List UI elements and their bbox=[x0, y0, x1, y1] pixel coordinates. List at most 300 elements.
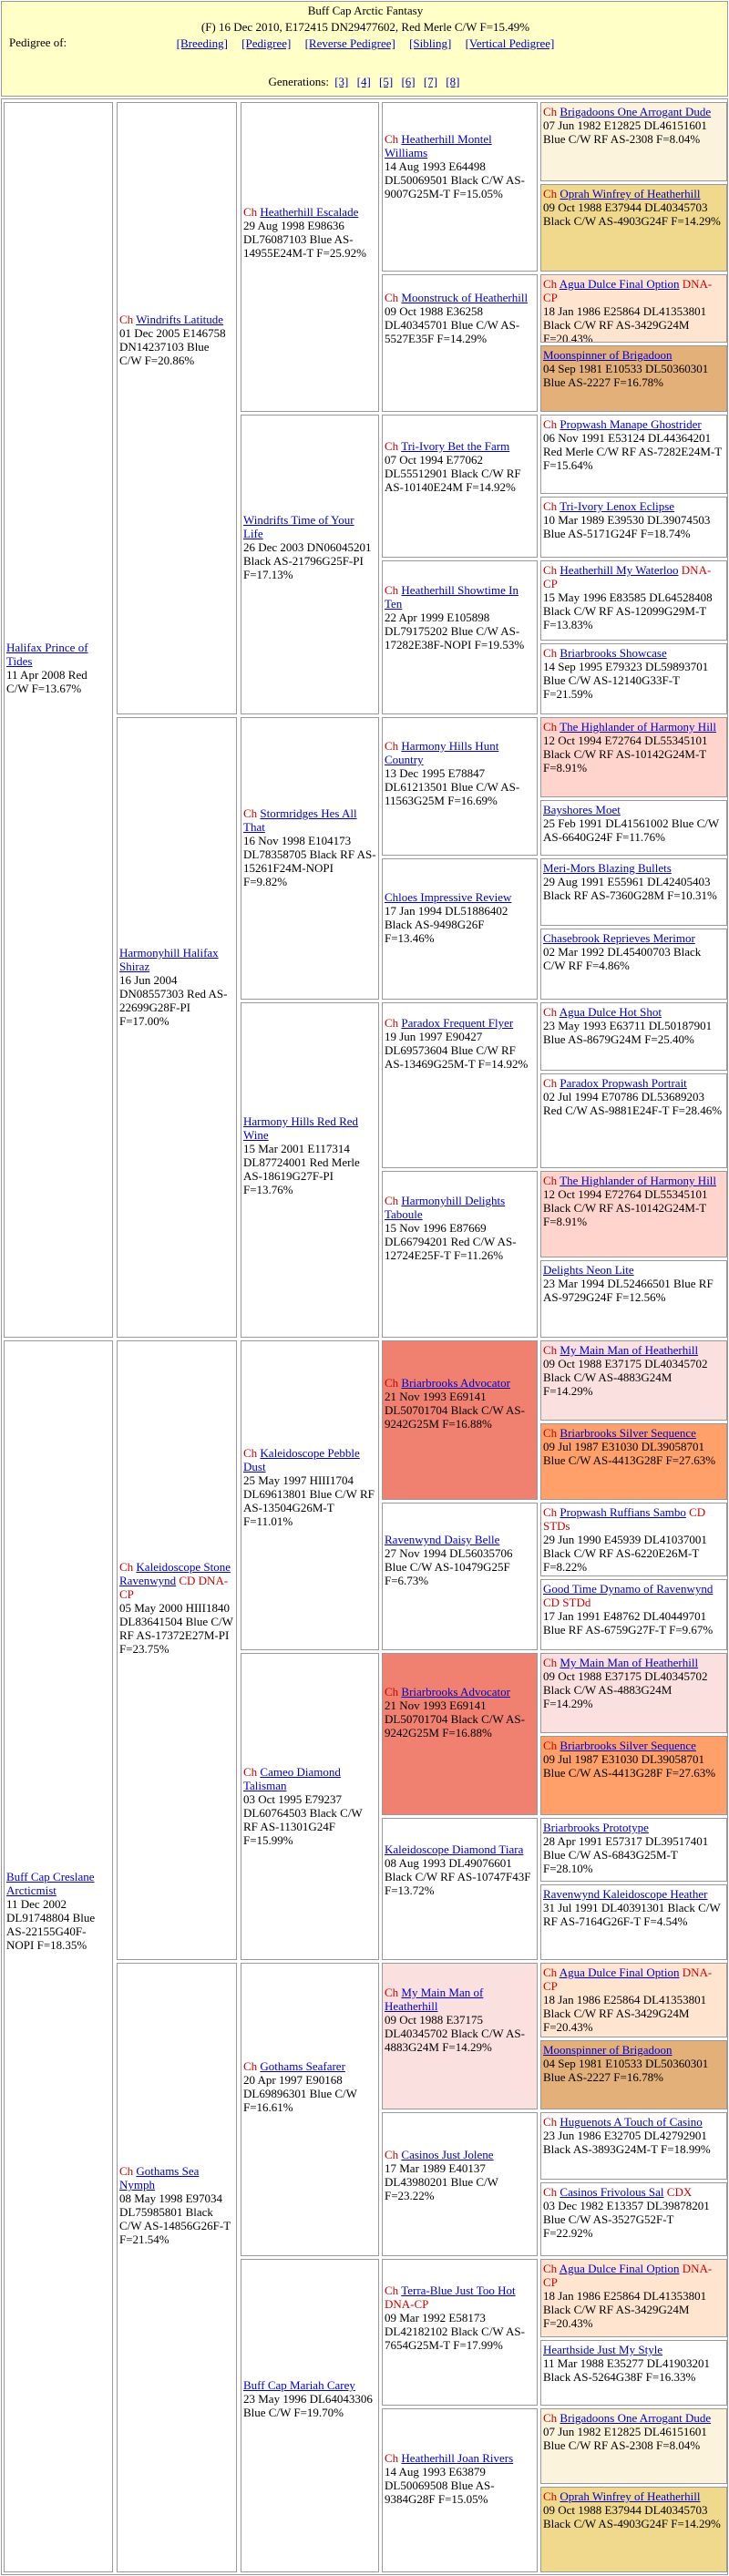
pedigree-cell bbox=[540, 1002, 727, 1071]
title-suffix: CDX bbox=[666, 2185, 693, 2199]
dog-name-link[interactable]: My Main Man of Heatherhill bbox=[560, 1656, 699, 1669]
dog-name-link[interactable]: Heatherhill Joan Rivers bbox=[401, 2451, 514, 2465]
dog-entry bbox=[543, 1076, 724, 1117]
pedigree-cell bbox=[117, 1963, 237, 2572]
dog-name-link[interactable]: Windrifts Time of Your Life bbox=[243, 513, 354, 540]
dog-details: 09 Oct 1988 E37175 DL40345702 Black C/W AS-4883G24M F=14.29% bbox=[543, 1357, 708, 1398]
dog-entry bbox=[543, 1965, 724, 2034]
pedigree-cell bbox=[117, 102, 237, 714]
pedigree-cell bbox=[540, 1503, 727, 1576]
dog-name-link[interactable]: Ravenwynd Daisy Belle bbox=[385, 1533, 500, 1546]
champion-title: Ch bbox=[385, 2451, 399, 2465]
champion-title: Ch bbox=[543, 2185, 558, 2199]
pedigree-cell-dam bbox=[4, 1340, 113, 2572]
dog-name-link[interactable]: Windrifts Latitude bbox=[136, 313, 224, 326]
champion-title: Ch bbox=[385, 132, 399, 146]
champion-title: Ch bbox=[543, 417, 558, 431]
dog-name-link[interactable]: Meri-Mors Blazing Bullets bbox=[543, 861, 672, 875]
dog-details: 09 Oct 1988 E37944 DL40345703 Black C/W AS-4903G24F F=14.29% bbox=[543, 200, 721, 228]
dog-details: 18 Jan 1986 E25864 DL41353801 Black C/W RF AS-3429G24M F=20.43% bbox=[543, 304, 707, 343]
generation-4-link[interactable]: [4] bbox=[356, 75, 371, 88]
dog-details: 14 Aug 1993 E64498 DL50069501 Black C/W AS-9007G25M-T F=15.05% bbox=[385, 159, 525, 200]
pedigree-cell bbox=[540, 717, 727, 797]
generation-8-link[interactable]: [8] bbox=[446, 75, 460, 88]
dog-name-link[interactable]: My Main Man of Heatherhill bbox=[560, 1343, 699, 1357]
dog-name-link[interactable]: Ravenwynd Kaleidoscope Heather bbox=[543, 1887, 708, 1901]
pedigree-cell bbox=[540, 1818, 727, 1882]
dog-entry bbox=[385, 2148, 535, 2202]
dog-entry bbox=[243, 806, 376, 888]
pedigree-cell bbox=[117, 1340, 237, 1960]
champion-title: Ch bbox=[119, 1560, 134, 1574]
dog-details: 10 Mar 1989 E39530 DL39074503 Blue AS-5171G24F F=18.74% bbox=[543, 513, 711, 540]
dog-summary: (F) 16 Dec 2010, E172415 DN29477602, Red Merle C/W F=15.49% bbox=[200, 20, 530, 34]
dog-details: 17 Jan 1994 DL51886402 Black AS-9498G26F F=13.46% bbox=[385, 904, 508, 945]
pedigree-cell bbox=[540, 1579, 727, 1650]
dog-name-link[interactable]: Briarbrooks Advocator bbox=[401, 1685, 510, 1699]
dog-name-link[interactable]: Paradox Frequent Flyer bbox=[401, 1016, 514, 1030]
dog-details: 16 Jun 2004 DN08557303 Red AS-22699G28F-PI F=17.00% bbox=[119, 973, 228, 1028]
dog-name-link[interactable]: Paradox Propwash Portrait bbox=[560, 1076, 687, 1090]
dog-name-link[interactable]: Halifax Prince of Tides bbox=[6, 641, 88, 668]
dog-name-link[interactable]: Briarbrooks Silver Sequence bbox=[560, 1426, 696, 1440]
dog-name-link[interactable]: Moonspinner of Brigadoon bbox=[543, 348, 673, 362]
champion-title: Ch bbox=[543, 187, 558, 200]
dog-entry bbox=[385, 1533, 535, 1587]
pedigree-cell bbox=[241, 415, 379, 714]
pedigree-cell bbox=[540, 1736, 727, 1815]
dog-details: 06 Nov 1991 E53124 DL44364201 Red Merle C/W RF AS-7282E24M-T F=15.64% bbox=[543, 431, 722, 472]
pedigree-cell bbox=[382, 1818, 538, 1960]
dog-details: 01 Dec 2005 E146758 DN14237103 Blue C/W F=20.86% bbox=[119, 326, 226, 367]
pedigree-cell bbox=[382, 274, 538, 412]
dog-details: 18 Jan 1986 E25864 DL41353801 Black C/W RF AS-3429G24M F=20.43% bbox=[543, 2289, 707, 2330]
dog-entry bbox=[543, 1656, 724, 1710]
dog-details: 04 Sep 1981 E10533 DL50360301 Blue AS-2227 F=16.78% bbox=[543, 2057, 709, 2084]
dog-entry bbox=[543, 646, 724, 701]
dog-name-link[interactable]: Agua Dulce Final Option bbox=[559, 277, 680, 291]
dog-name-link[interactable]: Chloes Impressive Review bbox=[385, 890, 512, 904]
dog-name-link[interactable]: Agua Dulce Final Option bbox=[559, 2262, 680, 2275]
dog-details: 03 Dec 1982 E13357 DL39878201 Blue C/W AS-3527G52F-T F=22.92% bbox=[543, 2199, 710, 2240]
dog-entry bbox=[543, 105, 724, 146]
dog-details: 15 Nov 1996 E87669 DL66794201 Red C/W AS-12724E25F-T F=11.26% bbox=[385, 1221, 517, 1262]
generation-6-link[interactable]: [6] bbox=[401, 75, 416, 88]
pedigree-header bbox=[1, 1, 728, 97]
generation-5-link[interactable]: [5] bbox=[379, 75, 394, 88]
champion-title: Ch bbox=[385, 1016, 399, 1030]
dog-details: 23 May 1996 DL64043306 Blue C/W F=19.70% bbox=[243, 2392, 373, 2419]
champion-title: Ch bbox=[543, 720, 558, 734]
dog-entry bbox=[119, 2164, 234, 2246]
champion-title: Ch bbox=[385, 739, 399, 753]
dog-name-link[interactable]: Stormridges Hes All That bbox=[243, 806, 357, 834]
dog-details: 09 Oct 1988 E37944 DL40345703 Black C/W AS-4903G24F F=14.29% bbox=[543, 2503, 721, 2530]
dog-name-link[interactable]: Harmonyhill Halifax Shiraz bbox=[119, 946, 219, 973]
dog-details: 03 Oct 1995 E79237 DL60764503 Black C/W RF AS-11301G24F F=15.99% bbox=[243, 1792, 363, 1847]
champion-title: Ch bbox=[385, 439, 399, 453]
dog-entry bbox=[385, 2284, 535, 2352]
link-sibling[interactable]: [Sibling] bbox=[409, 36, 452, 50]
page-title: Buff Cap Arctic Fantasy bbox=[307, 4, 424, 17]
dog-name-link[interactable]: Propwash Ruffians Sambo bbox=[560, 1505, 686, 1519]
pedigree-cell bbox=[540, 2112, 727, 2180]
pedigree-cell bbox=[540, 2040, 727, 2109]
link-reverse-pedigree[interactable]: [Reverse Pedigree] bbox=[304, 36, 395, 50]
dog-name-link[interactable]: Tri-Ivory Bet the Farm bbox=[401, 439, 510, 453]
pedigree-cell bbox=[382, 1171, 538, 1338]
champion-title: Ch bbox=[543, 2262, 558, 2275]
pedigree-cell bbox=[540, 1884, 727, 1960]
dog-name-link[interactable]: Cameo Diamond Talisman bbox=[243, 1765, 341, 1792]
dog-details: 31 Jul 1991 DL40391301 Black C/W RF AS-7164G26F-T F=4.54% bbox=[543, 1901, 721, 1928]
dog-details: 07 Oct 1994 E77062 DL55512901 Black C/W RF AS-10140E24M F=14.92% bbox=[385, 453, 521, 494]
dog-entry bbox=[543, 2185, 724, 2240]
dog-entry bbox=[243, 2378, 376, 2419]
dog-entry bbox=[543, 720, 724, 775]
dog-details: 22 Apr 1999 E105898 DL79175202 Blue C/W AS-17282E38F-NOPI F=19.53% bbox=[385, 611, 525, 652]
dog-name-link[interactable]: Heatherhill My Waterloo bbox=[560, 563, 679, 577]
dog-name-link[interactable]: Heatherhill Showtime In Ten bbox=[385, 583, 519, 611]
dog-details: 09 Mar 1992 E58173 DL42182102 Black C/W AS-7654G25M-T F=17.99% bbox=[385, 2311, 525, 2352]
dog-details: 02 Mar 1992 DL45400703 Black C/W RF F=4.86% bbox=[543, 945, 702, 972]
dog-entry bbox=[543, 1005, 724, 1046]
pedigree-cell bbox=[540, 2340, 727, 2406]
dog-details: 23 Mar 1994 DL52466501 Blue RF AS-9729G24F F=12.56% bbox=[543, 1277, 714, 1304]
dog-name-link[interactable]: Good Time Dynamo of Ravenwynd bbox=[543, 1582, 714, 1596]
link-vertical-pedigree[interactable]: [Vertical Pedigree] bbox=[465, 36, 555, 50]
dog-details: 09 Oct 1988 E37175 DL40345702 Black C/W AS-4883G24M F=14.29% bbox=[385, 2013, 525, 2054]
pedigree-cell bbox=[540, 1653, 727, 1733]
dog-entry bbox=[385, 1376, 535, 1431]
dog-name-link[interactable]: The Highlander of Harmony Hill bbox=[560, 1174, 717, 1187]
dog-details: 08 May 1998 E97034 DL75985801 Black C/W AS-14856G26F-T F=21.54% bbox=[119, 2191, 231, 2246]
generations-label: Generations: bbox=[268, 75, 329, 88]
dog-name-link[interactable]: Terra-Blue Just Too Hot bbox=[401, 2284, 516, 2297]
champion-title: Ch bbox=[543, 1505, 558, 1519]
dog-details: 29 Jun 1990 E45939 DL41037001 Black C/W RF AS-6220E26M-T F=8.22% bbox=[543, 1533, 707, 1574]
dog-entry bbox=[385, 1842, 535, 1897]
dog-name-link[interactable]: Tri-Ivory Lenox Eclipse bbox=[560, 499, 675, 513]
dog-details: 27 Nov 1994 DL56035706 Blue C/W AS-10479G25F F=6.73% bbox=[385, 1546, 513, 1587]
dog-details: 09 Oct 1988 E36258 DL40345701 Blue C/W AS-5527E35F F=14.29% bbox=[385, 304, 520, 345]
dog-details: 28 Apr 1991 E57317 DL39517401 Blue C/W AS-6843G25M-T F=28.10% bbox=[543, 1834, 709, 1875]
dog-details: 13 Dec 1995 E78847 DL61213501 Blue C/W AS-11563G25M F=16.69% bbox=[385, 766, 520, 807]
champion-title: Ch bbox=[385, 291, 399, 304]
dog-details: 11 Mar 1988 E35277 DL41903201 Black AS-5264G38F F=16.33% bbox=[543, 2356, 710, 2384]
champion-title: Ch bbox=[543, 105, 558, 118]
pedigree-cell bbox=[540, 1073, 727, 1168]
pedigree-cell bbox=[117, 717, 237, 1338]
pedigree-cell bbox=[241, 1963, 379, 2256]
dog-details: 11 Apr 2008 Red C/W F=13.67% bbox=[6, 668, 87, 695]
dog-details: 20 Apr 1997 E90168 DL69896301 Blue C/W F=16.61% bbox=[243, 2073, 357, 2114]
champion-title: Ch bbox=[385, 583, 399, 597]
champion-title: Ch bbox=[385, 1194, 399, 1207]
pedigree-cell bbox=[382, 415, 538, 558]
dog-name-link[interactable]: Harmony Hills Red Red Wine bbox=[243, 1114, 359, 1142]
pedigree-cell bbox=[382, 1002, 538, 1168]
dog-name-link[interactable]: Gothams Sea Nymph bbox=[119, 2164, 200, 2191]
dog-name-link[interactable]: Kaleidoscope Pebble Dust bbox=[243, 1446, 360, 1473]
dog-entry bbox=[385, 1016, 535, 1071]
pedigree-cell bbox=[382, 858, 538, 1000]
dog-name-link[interactable]: Casinos Frivolous Sal bbox=[560, 2185, 664, 2199]
pedigree-cell bbox=[540, 274, 727, 343]
pedigree-cell bbox=[382, 1963, 538, 2109]
dog-name-link[interactable]: Kaleidoscope Diamond Tiara bbox=[385, 1842, 524, 1856]
champion-title: Ch bbox=[543, 1174, 558, 1187]
dog-entry bbox=[543, 803, 724, 844]
champion-title: Ch bbox=[543, 2411, 558, 2425]
dog-entry bbox=[243, 205, 376, 260]
champion-title: Ch bbox=[385, 1986, 399, 1999]
dog-entry bbox=[385, 739, 535, 807]
dog-entry bbox=[543, 187, 724, 228]
champion-title: Ch bbox=[543, 2489, 558, 2503]
dog-details: 17 Mar 1989 E40137 DL43980201 Blue C/W F=23.22% bbox=[385, 2161, 498, 2202]
dog-entry bbox=[543, 1505, 724, 1574]
dog-entry bbox=[385, 439, 535, 494]
dog-details: 16 Nov 1998 E104173 DL78358705 Black RF AS-15261F24M-NOPI F=9.82% bbox=[243, 834, 376, 888]
dog-entry bbox=[385, 1986, 535, 2054]
pedigree-cell bbox=[540, 415, 727, 494]
dog-entry bbox=[543, 2343, 724, 2384]
dog-entry bbox=[543, 563, 724, 631]
dog-details: 29 Aug 1991 E55961 DL42405403 Black RF AS-7360G28M F=10.31% bbox=[543, 875, 717, 902]
pedigree-cell bbox=[382, 1340, 538, 1500]
pedigree-cell bbox=[540, 1340, 727, 1421]
dog-entry bbox=[543, 2489, 724, 2530]
dog-entry bbox=[543, 1174, 724, 1228]
champion-title: Ch bbox=[543, 1739, 558, 1752]
dog-details: 08 Aug 1993 DL49076601 Black C/W RF AS-10747F43F F=13.72% bbox=[385, 1856, 531, 1897]
dog-entry bbox=[243, 1114, 376, 1196]
pedigree-cell bbox=[382, 1653, 538, 1815]
pedigree-cell bbox=[241, 102, 379, 412]
title-suffix: CD DNA-CP bbox=[119, 1574, 229, 1601]
champion-title: Ch bbox=[243, 205, 258, 219]
dog-entry bbox=[385, 2451, 535, 2506]
dog-details: 23 Jun 1986 E32705 DL42792901 Black AS-3893G24M-T F=18.99% bbox=[543, 2129, 711, 2156]
dog-details: 09 Jul 1987 E31030 DL39058701 Blue C/W AS-4413G28F F=27.63% bbox=[543, 1752, 716, 1780]
dog-name-link[interactable]: Briarbrooks Silver Sequence bbox=[560, 1739, 696, 1752]
champion-title: Ch bbox=[119, 2164, 134, 2178]
pedigree-cell bbox=[540, 2259, 727, 2337]
pedigree-cell bbox=[540, 2182, 727, 2256]
dog-entry bbox=[543, 2262, 724, 2330]
dog-details: 09 Oct 1988 E37175 DL40345702 Black C/W AS-4883G24M F=14.29% bbox=[543, 1669, 708, 1710]
dog-entry bbox=[543, 499, 724, 540]
pedigree-cell bbox=[540, 643, 727, 714]
dog-details: 21 Nov 1993 E69141 DL50701704 Black C/W AS-9242G25M F=16.88% bbox=[385, 1699, 525, 1740]
pedigree-cell bbox=[382, 2408, 538, 2572]
pedigree-cell bbox=[382, 1503, 538, 1650]
champion-title: Ch bbox=[543, 563, 558, 577]
dog-details: 07 Jun 1982 E12825 DL46151601 Blue C/W RF AS-2308 F=8.04% bbox=[543, 118, 707, 146]
dog-details: 19 Jun 1997 E90427 DL69573604 Blue C/W RF AS-13469G25M-T F=14.92% bbox=[385, 1030, 529, 1071]
pedigree-cell bbox=[540, 929, 727, 1000]
dog-entry bbox=[119, 1560, 234, 1656]
dog-details: 05 May 2000 HIII1840 DL83641504 Blue C/W RF AS-17372E27M-PI F=23.75% bbox=[119, 1601, 233, 1656]
pedigree-cell bbox=[241, 717, 379, 1000]
dog-name-link[interactable]: Huguenots A Touch of Casino bbox=[560, 2115, 703, 2129]
dog-entry bbox=[543, 861, 724, 902]
champion-title: Ch bbox=[385, 2284, 399, 2297]
dog-details: 23 May 1993 E63711 DL50187901 Blue AS-8679G24M F=25.40% bbox=[543, 1019, 713, 1046]
pedigree-cell bbox=[382, 717, 538, 856]
generation-3-link[interactable]: [3] bbox=[334, 75, 349, 88]
dog-name-link[interactable]: Casinos Just Jolene bbox=[401, 2148, 494, 2161]
title-suffix: CD STDd bbox=[543, 1596, 591, 1609]
dog-name-link[interactable]: Agua Dulce Final Option bbox=[559, 1965, 680, 1979]
dog-entry bbox=[385, 1685, 535, 1740]
dog-name-link[interactable]: Heatherhill Montel Williams bbox=[385, 132, 492, 159]
champion-title: Ch bbox=[385, 2148, 399, 2161]
dog-details: 14 Sep 1995 E79323 DL59893701 Blue C/W AS-12140G33F-T F=21.59% bbox=[543, 660, 709, 701]
dog-details: 07 Jun 1982 E12825 DL46151601 Blue C/W RF AS-2308 F=8.04% bbox=[543, 2425, 707, 2452]
dog-name-link[interactable]: Oprah Winfrey of Heatherhill bbox=[560, 2489, 701, 2503]
view-links bbox=[2, 36, 729, 51]
dog-entry bbox=[543, 1821, 724, 1875]
pedigree-cell bbox=[540, 858, 727, 926]
dog-name-link[interactable]: Propwash Manape Ghostrider bbox=[560, 417, 702, 431]
dog-entry bbox=[543, 1582, 724, 1637]
dog-details: 18 Jan 1986 E25864 DL41353801 Black C/W RF AS-3429G24M F=20.43% bbox=[543, 1993, 707, 2034]
dog-entry bbox=[385, 890, 535, 945]
champion-title: Ch bbox=[385, 1376, 399, 1390]
dog-entry bbox=[543, 348, 724, 389]
dog-entry bbox=[6, 1870, 110, 1952]
dog-name-link[interactable]: Moonspinner of Brigadoon bbox=[543, 2043, 673, 2057]
dog-name-link[interactable]: Brigadoons One Arrogant Dude bbox=[560, 105, 712, 118]
pedigree-cell-sire bbox=[4, 102, 113, 1338]
dog-name-link[interactable]: Chasebrook Reprieves Merimor bbox=[543, 931, 695, 945]
dog-details: 15 May 1996 E83585 DL64528408 Black C/W RF AS-12099G29M-T F=13.83% bbox=[543, 590, 713, 631]
pedigree-cell bbox=[382, 2112, 538, 2256]
champion-title: Ch bbox=[243, 806, 258, 820]
dog-entry bbox=[385, 132, 535, 200]
pedigree-cell bbox=[382, 560, 538, 714]
dog-name-link[interactable]: Heatherhill Escalade bbox=[260, 205, 359, 219]
dog-details: 25 Feb 1991 DL41561002 Blue C/W AS-6640G24F F=11.76% bbox=[543, 816, 719, 844]
champion-title: Ch bbox=[543, 1965, 558, 1979]
dog-entry bbox=[543, 1887, 724, 1928]
title-suffix: CD STDs bbox=[543, 1505, 706, 1533]
dog-details: 12 Oct 1994 E72764 DL55345101 Black C/W RF AS-10142G24M-T F=8.91% bbox=[543, 1187, 708, 1228]
link-pedigree[interactable]: [Pedigree] bbox=[241, 36, 292, 50]
dog-entry bbox=[543, 1263, 724, 1304]
dog-details: 15 Mar 2001 E117314 DL87724001 Red Merle AS-18619G27F-PI F=13.76% bbox=[243, 1142, 360, 1196]
dog-details: 26 Dec 2003 DN06045201 Black AS-21796G25F-PI F=17.13% bbox=[243, 540, 372, 581]
pedigree-cell bbox=[241, 2259, 379, 2572]
dog-name-link[interactable]: Moonstruck of Heatherhill bbox=[401, 291, 529, 304]
dog-details: 25 May 1997 HIII1704 DL69613801 Blue C/W RF AS-13504G26M-T F=11.01% bbox=[243, 1473, 375, 1528]
champion-title: Ch bbox=[243, 1446, 258, 1460]
dog-name-link[interactable]: Delights Neon Lite bbox=[543, 1263, 634, 1277]
dog-name-link[interactable]: Briarbrooks Advocator bbox=[401, 1376, 510, 1390]
dog-name-link[interactable]: Harmony Hills Hunt Country bbox=[385, 739, 499, 766]
dog-name-link[interactable]: The Highlander of Harmony Hill bbox=[560, 720, 717, 734]
dog-details: 11 Dec 2002 DL91748804 Blue AS-22155G40F-NOPI F=18.35% bbox=[6, 1897, 96, 1952]
pedigree-cell bbox=[540, 184, 727, 272]
dog-entry bbox=[543, 2043, 724, 2084]
dog-entry bbox=[243, 2059, 376, 2114]
dog-entry bbox=[543, 1426, 724, 1467]
dog-entry bbox=[385, 291, 535, 345]
champion-title: Ch bbox=[543, 1426, 558, 1440]
champion-title: Ch bbox=[543, 1005, 558, 1019]
dog-entry bbox=[385, 583, 535, 652]
dog-entry bbox=[119, 946, 234, 1028]
dog-details: 14 Aug 1993 E63879 DL50069508 Blue AS-9384G28F F=15.05% bbox=[385, 2465, 495, 2506]
dog-name-link[interactable]: Buff Cap Mariah Carey bbox=[243, 2378, 355, 2392]
dog-name-link[interactable]: Hearthside Just My Style bbox=[543, 2343, 663, 2356]
champion-title: Ch bbox=[243, 1765, 258, 1779]
title-suffix: DNA-CP bbox=[543, 277, 713, 304]
dog-name-link[interactable]: Oprah Winfrey of Heatherhill bbox=[560, 187, 701, 200]
dog-name-link[interactable]: Harmonyhill Delights Taboule bbox=[385, 1194, 506, 1221]
generation-7-link[interactable]: [7] bbox=[423, 75, 438, 88]
champion-title: Ch bbox=[243, 2059, 258, 2073]
title-suffix: DNA-CP bbox=[543, 1965, 713, 1993]
dog-details: 17 Jan 1991 E48762 DL40449701 Blue RF AS-6759G27F-T F=9.67% bbox=[543, 1609, 714, 1637]
pedigree-of-label: Pedigree of: bbox=[9, 36, 67, 49]
dog-entry bbox=[119, 313, 234, 367]
pedigree-cell bbox=[540, 1260, 727, 1338]
dog-name-link[interactable]: Bayshores Moet bbox=[543, 803, 621, 816]
dog-entry bbox=[6, 641, 110, 695]
pedigree-cell bbox=[241, 1002, 379, 1338]
dog-name-link[interactable]: Gothams Seafarer bbox=[260, 2059, 345, 2073]
dog-entry bbox=[243, 1765, 376, 1847]
dog-name-link[interactable]: Kaleidoscope Stone Ravenwynd bbox=[119, 1560, 231, 1587]
dog-details: 12 Oct 1994 E72764 DL55345101 Black C/W RF AS-10142G24M-T F=8.91% bbox=[543, 734, 708, 775]
champion-title: Ch bbox=[119, 313, 134, 326]
dog-entry bbox=[385, 1194, 535, 1262]
dog-details: 29 Aug 1998 E98636 DL76087103 Blue AS-14955E24M-T F=25.92% bbox=[243, 219, 366, 260]
pedigree-cell bbox=[241, 1653, 379, 1960]
pedigree-cell bbox=[540, 1963, 727, 2037]
dog-name-link[interactable]: Agua Dulce Hot Shot bbox=[559, 1005, 662, 1019]
champion-title: Ch bbox=[543, 2115, 558, 2129]
title-suffix: DNA-CP bbox=[385, 2297, 429, 2311]
champion-title: Ch bbox=[543, 646, 558, 660]
dog-entry bbox=[243, 1446, 376, 1528]
pedigree-cell bbox=[540, 1423, 727, 1500]
dog-details: 09 Jul 1987 E31030 DL39058701 Blue C/W AS-4413G28F F=27.63% bbox=[543, 1440, 716, 1467]
pedigree-cell bbox=[382, 2259, 538, 2406]
champion-title: Ch bbox=[543, 1343, 558, 1357]
generations-selector bbox=[2, 75, 729, 89]
dog-entry bbox=[543, 1739, 724, 1780]
dog-name-link[interactable]: Briarbrooks Prototype bbox=[543, 1821, 649, 1834]
champion-title: Ch bbox=[543, 1076, 558, 1090]
pedigree-cell bbox=[382, 102, 538, 272]
title-suffix: DNA-CP bbox=[543, 2262, 713, 2289]
link-breeding[interactable]: [Breeding] bbox=[176, 36, 228, 50]
dog-name-link[interactable]: Buff Cap Creslane Arcticmist bbox=[6, 1870, 95, 1897]
dog-name-link[interactable]: My Main Man of Heatherhill bbox=[385, 1986, 484, 2013]
dog-name-link[interactable]: Briarbrooks Showcase bbox=[560, 646, 667, 660]
dog-name-link[interactable]: Brigadoons One Arrogant Dude bbox=[560, 2411, 712, 2425]
dog-details: 04 Sep 1981 E10533 DL50360301 Blue AS-2227 F=16.78% bbox=[543, 362, 709, 389]
dog-entry bbox=[543, 277, 724, 343]
pedigree-cell bbox=[540, 560, 727, 641]
pedigree-cell bbox=[540, 2408, 727, 2484]
champion-title: Ch bbox=[543, 1656, 558, 1669]
pedigree-cell bbox=[540, 800, 727, 856]
